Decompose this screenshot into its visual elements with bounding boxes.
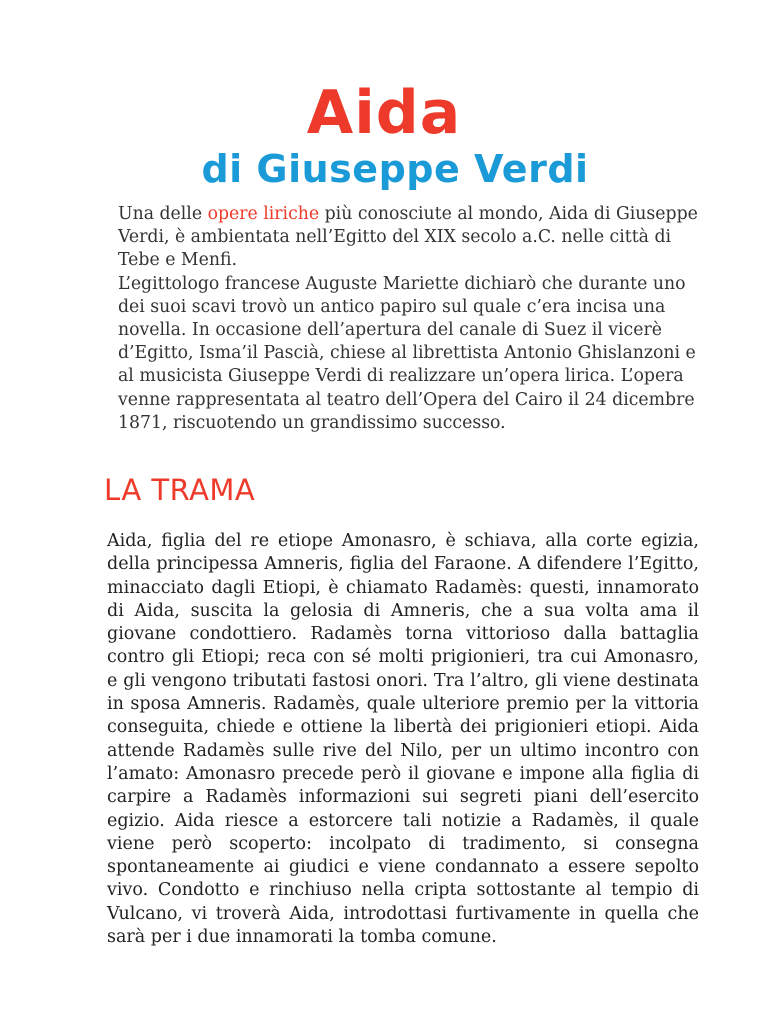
trama-section <box>107 530 699 949</box>
section-heading-trama: LA TRAMA <box>104 473 256 507</box>
page-subtitle: di Giuseppe Verdi <box>201 146 589 191</box>
intro-paragraph-1 <box>118 203 708 273</box>
highlighted-term: opere liriche <box>207 204 320 224</box>
intro-section <box>118 203 708 435</box>
page-title: Aida <box>306 78 462 149</box>
trama-paragraph: Aida, figlia del re etiope Amonasro, è schiava, alla corte egizia, della principessa Amneris, figlia del Faraone. A difendere l’Egitto, minacciato dagli Etiopi, è chiamato Radamès: questi, innamorato di Aida, suscita la gelosia di Amneris, che a sua volta ama il giovane condottiero. Radamès torna vittorioso dalla battaglia contro gli Etiopi; reca con sé molti prigionieri, tra cui Amonasro, e gli vengono tributati fastosi onori. Tra l’altro, gli viene destinata in sposa Amneris. Radamès, quale ulteriore premio per la vittoria conseguita, chiede e ottiene la libertà dei prigionieri etiopi. Aida attende Radamès sulle rive del Nilo, per un ultimo incontro con l’amato: Amonasro precede però il giovane e impone alla figlia di carpire a Radamès informazioni sui segreti piani dell’esercito egizio. Aida riesce a estorcere tali notizie a Radamès, il quale viene però scoperto: incolpato di tradimento, si consegna spontaneamente ai giudici e viene condannato a essere sepolto vivo. Condotto e rinchiuso nella cripta sottostante al tempio di Vulcano, vi troverà Aida, introdottasi furtivamente in quella che sarà per i due innamorati la tomba comune. <box>107 531 699 948</box>
intro-text-end: più conosciute al mondo, Aida di Giuseppe Verdi, è ambientata nell’Egitto del XIX secolo a.C. nelle città di Tebe e Menfi. <box>118 204 698 271</box>
intro-paragraph-2: L’egittologo francese Auguste Mariette dichiarò che durante uno dei suoi scavi trovò un antico papiro sul quale c’era incisa una novella. In occasione dell’apertura del canale di Suez il vicerè d’Egitto, Isma’il Pascià, chiese al librettista Antonio Ghislanzoni e al musicista Giuseppe Verdi di realizzare un’opera lirica. L’opera venne rappresentata al teatro dell’Opera del Cairo il 24 dicembre 1871, riscuotendo un grandissimo successo. <box>118 273 696 433</box>
intro-text-start: Una delle <box>118 204 208 224</box>
